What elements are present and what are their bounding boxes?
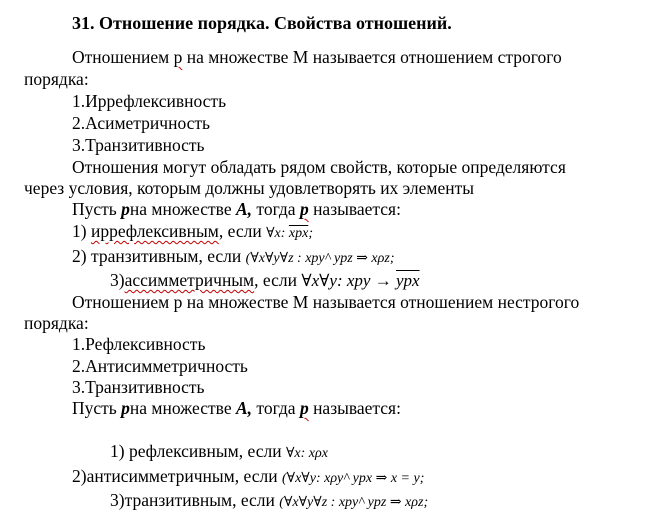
let-a: Пусть	[72, 199, 122, 219]
def-formula: ∀x∀y: xpy →	[301, 271, 396, 290]
def-word: ассимметричным	[124, 270, 255, 290]
let-rho-2: p	[299, 199, 309, 219]
let-line-2	[72, 398, 401, 419]
def-text: 2)антисимметричным, если	[72, 466, 282, 486]
nonstrict-item-3: 3.Транзитивность	[72, 377, 205, 397]
let-set-a: A,	[235, 199, 253, 219]
nonstrict-intro-line1: Отношением р на множестве М называется отношением нестрогого	[72, 292, 580, 312]
strict-item-1: 1.Иррефлексивность	[72, 91, 227, 111]
nonstrict-item-2: 2.Антисимметричность	[72, 356, 248, 376]
nonstrict-item-1: 1.Рефлексивность	[72, 334, 206, 354]
def-formula: ∀x: xρx	[285, 446, 328, 461]
def-formula-overline: $\overline{ypx}$	[395, 271, 420, 290]
strict-item-3: 3.Транзитивность	[72, 135, 205, 155]
def-formula-overline: $\overline{xpx}$	[288, 226, 309, 241]
def-num: 3)	[110, 270, 125, 290]
let-c: тогда	[252, 199, 300, 219]
strict-intro-a: Отношением	[72, 47, 174, 67]
strict-item-2: 2.Асиметричность	[72, 113, 211, 133]
nonstrict-def-reflexive	[110, 441, 328, 464]
page-title: 31. Отношение порядка. Свойства отношений.	[72, 13, 452, 33]
properties-line2: через условия, которым должны удовлетворять их элементы	[24, 178, 474, 198]
def-text: 3)транзитивным, если	[110, 490, 280, 510]
def-formula: (∀x∀y: xρy^ ypx ⇒ x = y;	[281, 471, 425, 486]
nonstrict-def-transitive	[110, 490, 428, 513]
def-text: 1) рефлексивным, если	[110, 441, 286, 461]
let-d: называется:	[308, 199, 401, 219]
def-word: иррефлексивным	[90, 221, 219, 241]
strict-intro-b: на множестве М называется отношением строгого	[182, 47, 562, 67]
strict-def-transitive	[72, 246, 394, 269]
def-num: 1)	[72, 221, 91, 241]
strict-def-irreflexive	[72, 221, 313, 244]
let-set-a: A,	[235, 398, 253, 418]
nonstrict-def-antisymmetric	[72, 466, 424, 489]
let-line-1	[72, 199, 401, 220]
properties-line1: Отношения могут обладать рядом свойств, которые определяются	[72, 157, 566, 177]
strict-def-asymmetric	[110, 270, 420, 291]
def-formula: ∀x:	[266, 226, 289, 241]
strict-intro-line1	[72, 47, 562, 68]
let-c: тогда	[252, 398, 300, 418]
def-text: , если	[254, 270, 302, 290]
let-rho: p	[121, 398, 130, 418]
let-d: называется:	[308, 398, 401, 418]
def-text: 2) транзитивным, если	[72, 246, 246, 266]
def-formula: (∀x∀y∀z : xpy^ ypz ⇒ xρz;	[245, 251, 395, 266]
def-text: , если	[218, 221, 267, 241]
let-b: на множестве	[129, 199, 236, 219]
let-a: Пусть	[72, 398, 122, 418]
strict-intro-line2: порядка:	[24, 69, 89, 89]
rho-symbol: p	[173, 47, 183, 67]
def-formula: (∀x∀y∀z : xpy^ ypz ⇒ xρz;	[279, 495, 429, 510]
nonstrict-intro-line2: порядка:	[24, 313, 89, 333]
let-rho: p	[121, 199, 130, 219]
let-rho-2: p	[299, 398, 309, 418]
let-b: на множестве	[129, 398, 236, 418]
def-formula-end: ;	[308, 226, 314, 241]
